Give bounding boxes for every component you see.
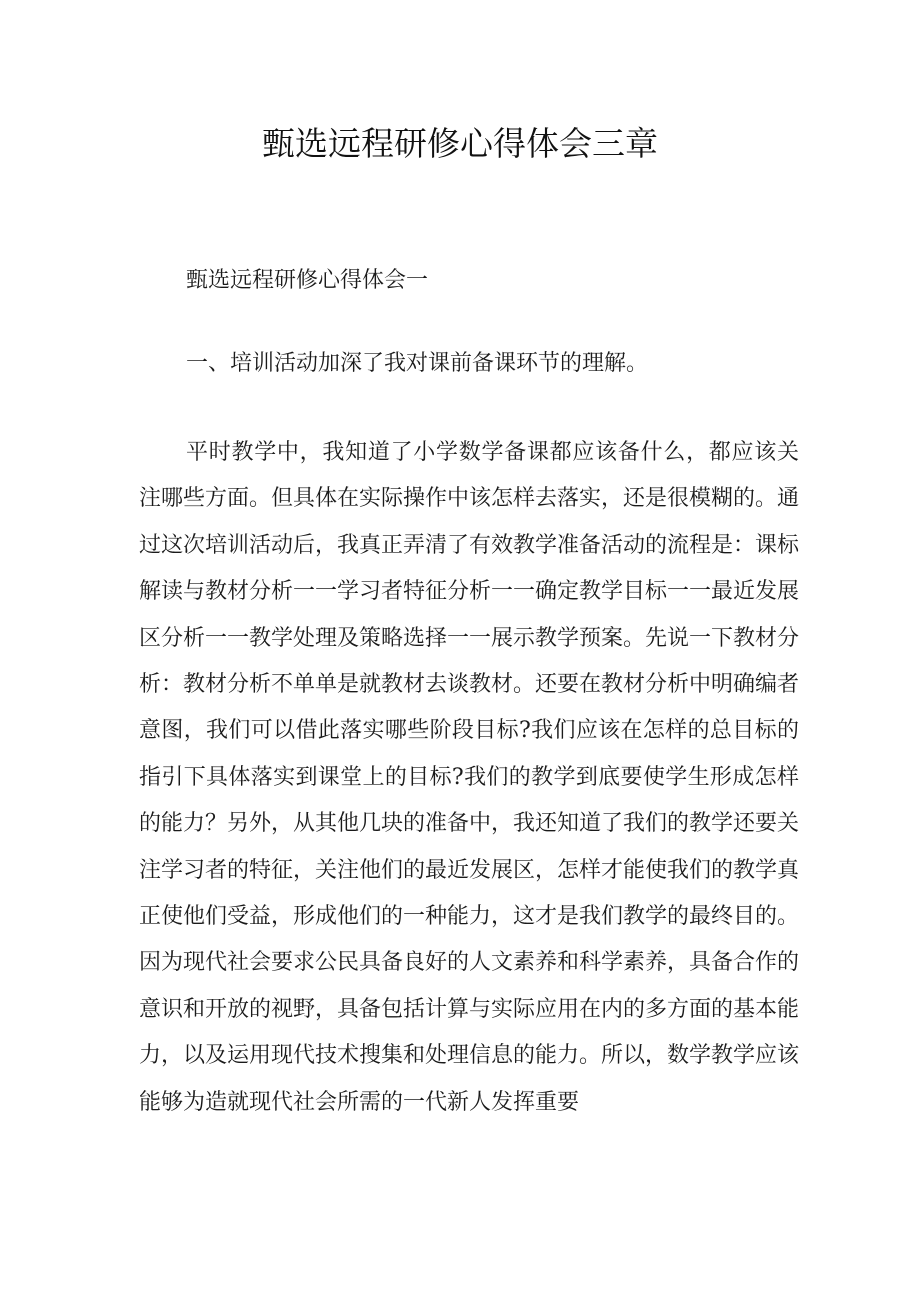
document-subtitle: 甄选远程研修心得体会一 [186,268,429,293]
section-heading: 一、培训活动加深了我对课前备课环节的理解。 [186,351,649,376]
body-paragraph: 平时教学中，我知道了小学数学备课都应该备什么，都应该关注哪些方面。但具体在实际操作中该怎样去落实，还是很模糊的。通过这次培训活动后，我真正弄清了有效教学准备活动的流程是：课标解读与教材分析一一学习者特征分析一一确定教学目标一一最近发展区分析一一教学处理及策略选择一一展示教学预案。先说一下教材分析：教材分析不单单是就教材去谈教材。还要在教材分析中明确编者意图，我们可以借此落实哪些阶段目标?我们应该在怎样的总目标的指引下具体落实到课堂上的目标?我们的教学到底要使学生形成怎样的能力？另外，从其他几块的准备中，我还知道了我们的教学还要关注学习者的特征，关注他们的最近发展区，怎样才能使我们的教学真正使他们受益，形成他们的一种能力，这才是我们教学的最终目的。因为现代社会要求公民具备良好的人文素养和科学素养，具备合作的意识和开放的视野，具备包括计算与实际应用在内的多方面的基本能力，以及运用现代技术搜集和处理信息的能力。所以，数学教学应该能够为造就现代社会所需的一代新人发挥重要 [139,440,800,1115]
document-title: 甄选远程研修心得体会三章 [262,124,658,163]
